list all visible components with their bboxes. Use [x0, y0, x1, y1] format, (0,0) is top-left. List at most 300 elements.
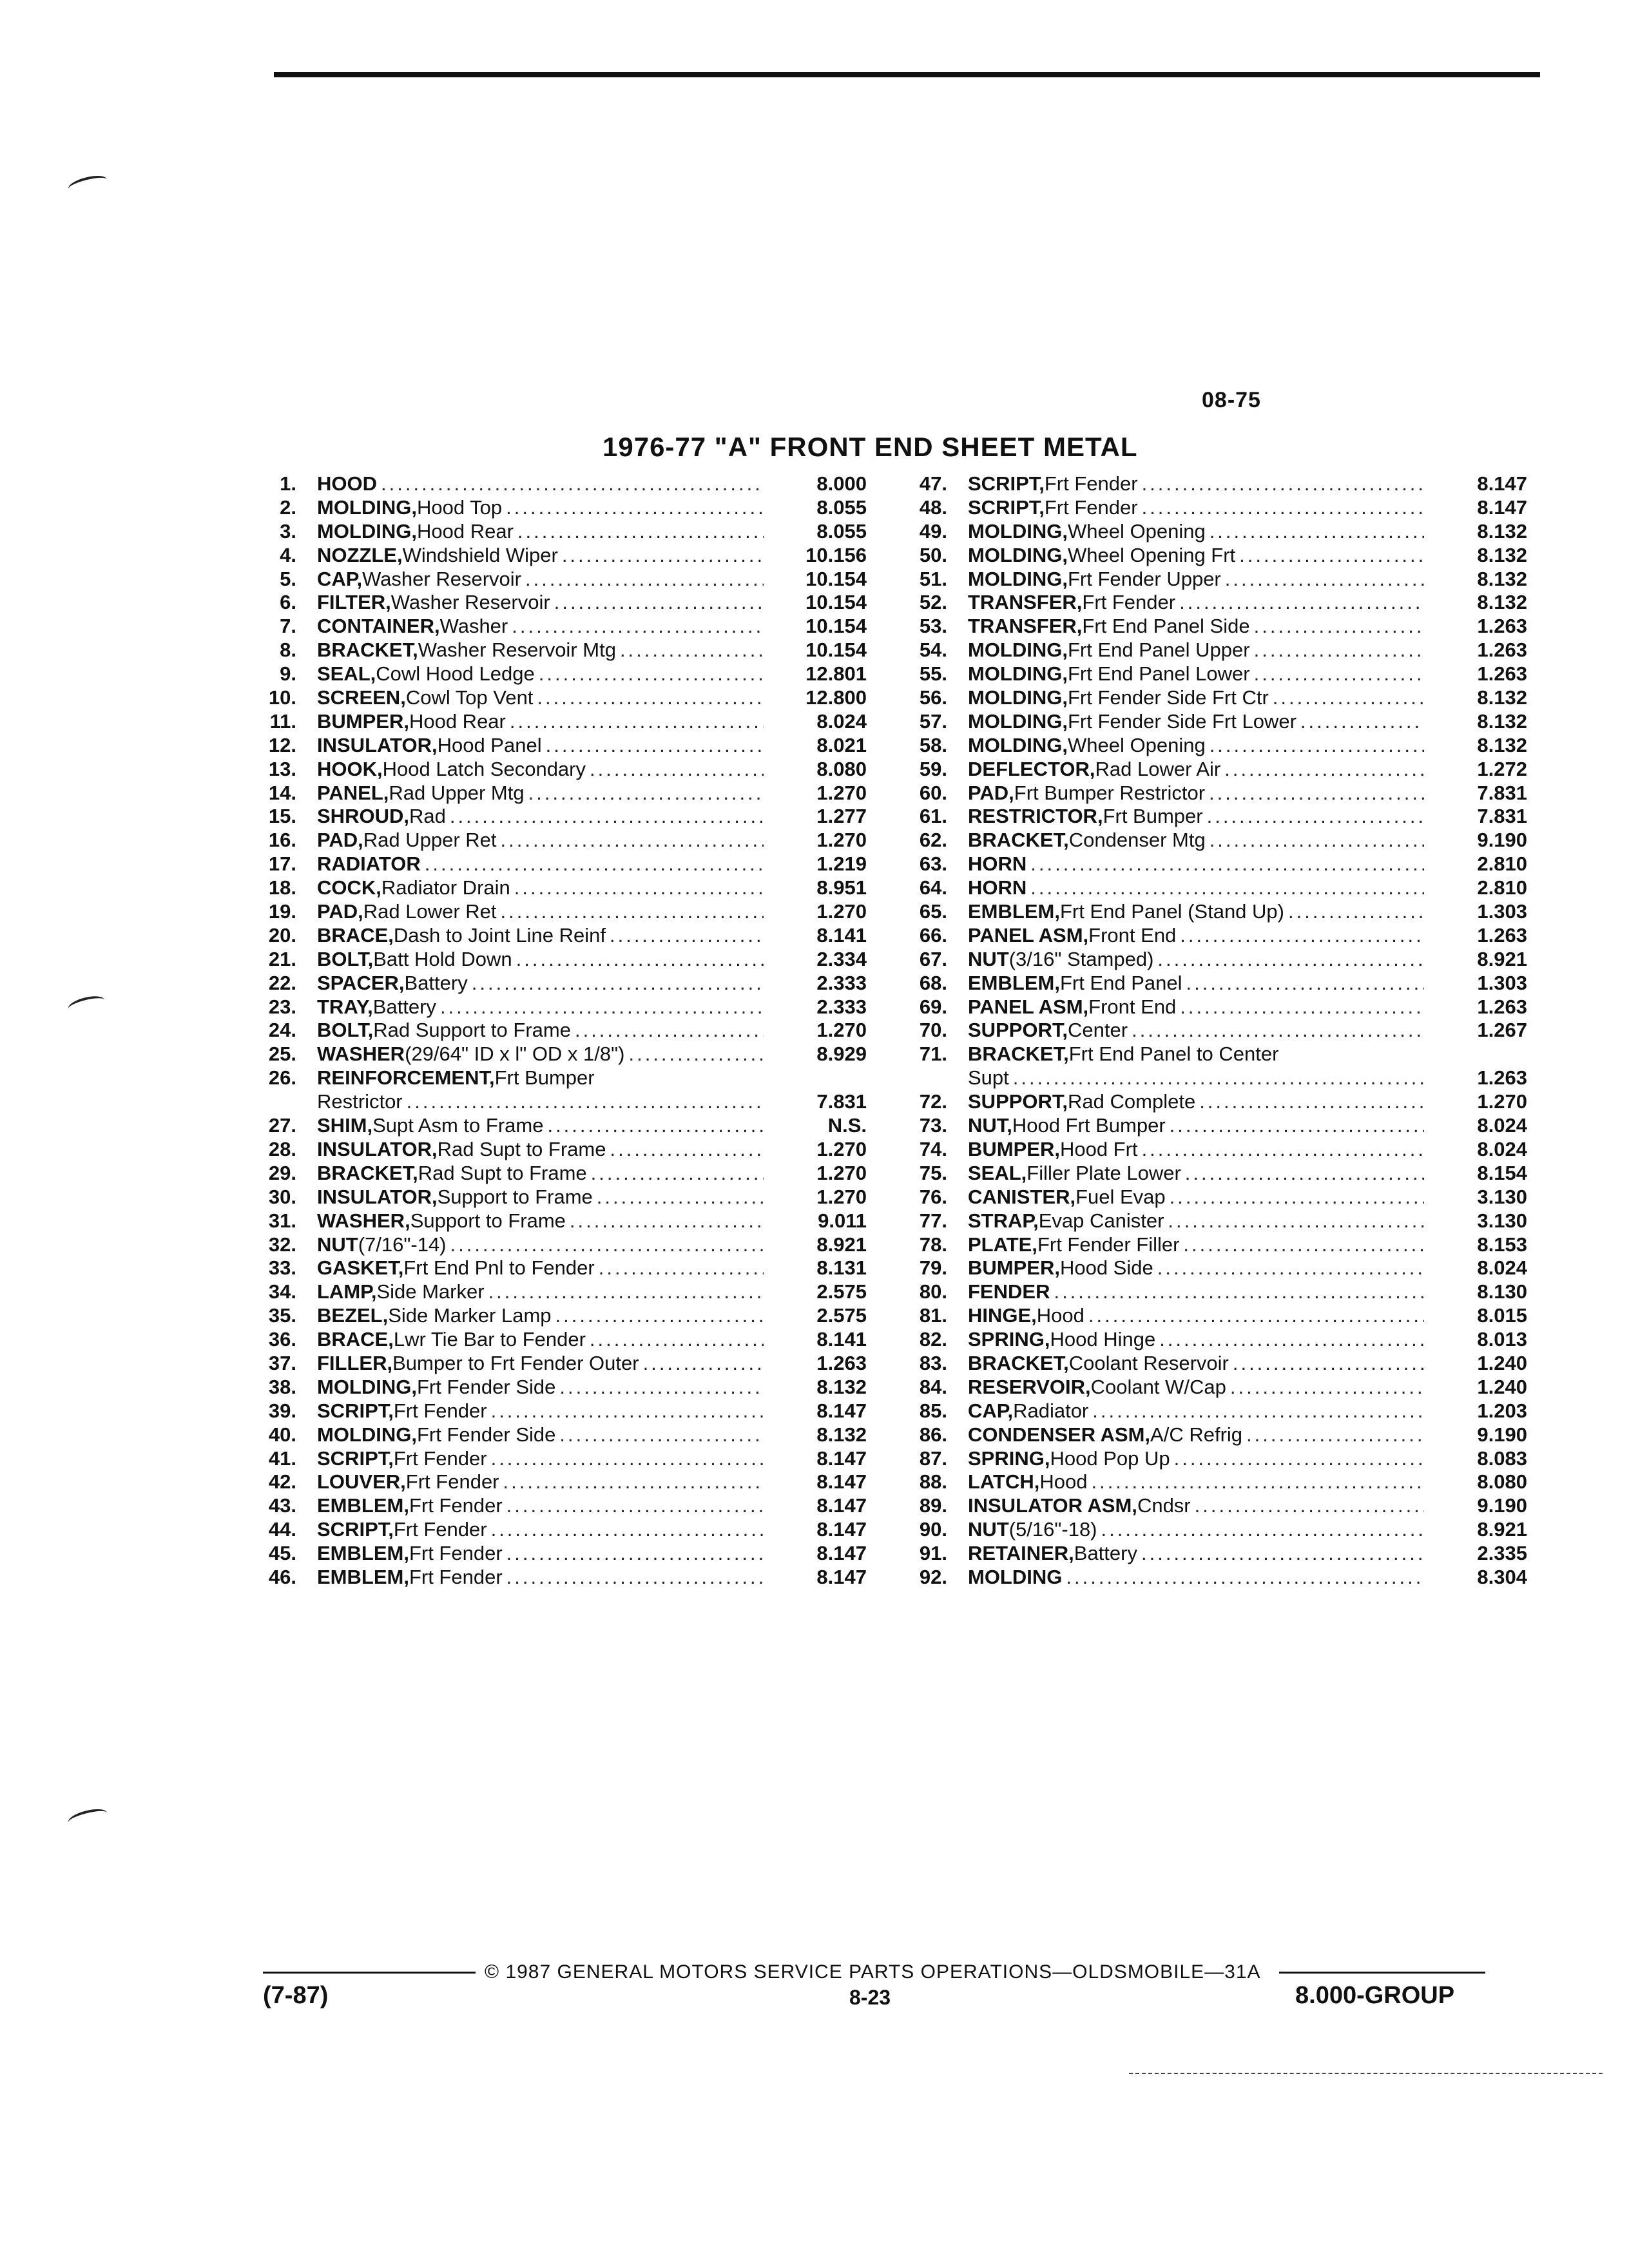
part-row [251, 1019, 867, 1043]
part-number: 60. [919, 781, 947, 804]
part-number: 65. [919, 900, 947, 923]
part-description [968, 1566, 1424, 1590]
leader-dots [508, 615, 764, 639]
leader-dots [503, 1542, 764, 1566]
part-description [317, 472, 764, 496]
leader-dots [421, 852, 764, 876]
part-description [317, 591, 764, 615]
part-name: PANEL, [317, 781, 389, 804]
part-row [251, 568, 867, 591]
part-number: 69. [919, 995, 947, 1018]
group-number: 7.831 [1477, 781, 1527, 804]
part-name: EMBLEM, [317, 1542, 409, 1565]
part-row [251, 995, 867, 1019]
part-row [251, 639, 867, 662]
part-qualifier: Rad Support to Frame [373, 1019, 571, 1042]
part-name: NUT [968, 1518, 1009, 1541]
part-description [317, 1423, 764, 1447]
part-row [251, 1304, 867, 1328]
part-qualifier: Frt Bumper [494, 1066, 595, 1090]
part-description [317, 1542, 764, 1566]
part-row [251, 1328, 867, 1352]
part-number: 5. [280, 567, 296, 590]
group-number: 8.024 [1477, 1137, 1527, 1160]
part-qualifier: Evap Canister [1038, 1209, 1164, 1232]
part-name: SHROUD, [317, 805, 409, 828]
part-name: BUMPER, [968, 1137, 1060, 1160]
part-name: MOLDING, [968, 639, 1068, 662]
part-number: 3. [280, 519, 296, 543]
group-number: 1.272 [1477, 757, 1527, 780]
leader-dots [521, 568, 764, 591]
part-number: 25. [268, 1043, 296, 1066]
part-qualifier: (3/16" Stamped) [1008, 947, 1154, 970]
page-title: 1976-77 "A" FRONT END SHEET METAL [602, 432, 1138, 462]
part-description [968, 948, 1424, 972]
leader-dots [1087, 1470, 1424, 1494]
part-name: FILTER, [317, 591, 391, 614]
part-name: EMBLEM, [317, 1494, 409, 1517]
part-number: 46. [268, 1565, 296, 1588]
part-row [902, 995, 1527, 1019]
part-row [902, 1447, 1527, 1471]
part-number: 85. [919, 1399, 947, 1422]
part-name: MOLDING, [317, 495, 417, 519]
part-description [968, 1542, 1424, 1566]
part-name: MOLDING, [317, 1375, 417, 1398]
group-number: 10.154 [805, 639, 867, 662]
part-qualifier: Frt End Panel to Center [1068, 1043, 1279, 1066]
part-row [251, 1566, 867, 1590]
part-number: 47. [919, 472, 947, 495]
part-row [902, 734, 1527, 758]
part-row [251, 1542, 867, 1566]
part-name: SCRIPT, [968, 495, 1045, 519]
part-description [968, 1019, 1424, 1043]
part-qualifier: Frt Fender [1082, 591, 1176, 614]
group-number: 1.270 [816, 1019, 867, 1042]
leader-dots [1205, 782, 1424, 805]
part-qualifier: Rad Upper Ret [363, 829, 497, 852]
part-description [968, 829, 1424, 852]
part-qualifier: Rad [409, 805, 446, 828]
part-name: NOZZLE, [317, 543, 403, 566]
part-number: 28. [268, 1137, 296, 1160]
part-name: MOLDING, [968, 662, 1068, 686]
part-name: NUT [968, 947, 1009, 970]
part-qualifier: Wheel Opening Frt [1068, 543, 1236, 566]
leader-dots [606, 924, 764, 948]
part-description [968, 782, 1424, 805]
group-number: 8.154 [1477, 1161, 1527, 1184]
part-name: SCRIPT, [317, 1518, 394, 1541]
part-qualifier: Frt Fender Side Frt Ctr [1068, 686, 1269, 709]
leader-dots [587, 1162, 764, 1186]
leader-dots [497, 829, 764, 852]
part-description [317, 1399, 764, 1423]
leader-dots [595, 1256, 764, 1280]
leader-dots [497, 900, 764, 924]
leader-dots [1138, 496, 1424, 520]
group-number: 8.132 [1477, 567, 1527, 590]
part-number: 44. [268, 1518, 296, 1541]
part-number: 66. [919, 923, 947, 947]
leader-dots [1229, 1352, 1424, 1376]
part-description [317, 1518, 764, 1542]
leader-dots [1206, 520, 1424, 544]
group-number: 8.147 [816, 1494, 867, 1517]
part-qualifier: Hood Top [417, 495, 503, 519]
leader-dots [1182, 972, 1424, 995]
description-line [968, 1043, 1424, 1066]
part-description [968, 876, 1424, 900]
part-name: MOLDING, [317, 519, 417, 543]
leader-dots [586, 758, 764, 782]
part-description [317, 568, 764, 591]
part-qualifier: Frt Fender [409, 1542, 503, 1565]
part-description [968, 852, 1424, 876]
part-number: 34. [268, 1280, 296, 1303]
part-name: NUT [317, 1233, 358, 1256]
part-qualifier: Washer Reservoir Mtg [418, 639, 616, 662]
part-row [902, 1209, 1527, 1233]
leader-dots [571, 1019, 764, 1043]
group-number: 10.154 [805, 567, 867, 590]
part-qualifier: Hood Side [1059, 1256, 1153, 1280]
group-number: 1.270 [816, 900, 867, 923]
group-number: 1.263 [1477, 639, 1527, 662]
group-number: 8.132 [1477, 709, 1527, 733]
part-description [968, 1518, 1424, 1542]
part-row [902, 1376, 1527, 1399]
part-row [902, 1256, 1527, 1280]
group-number: 1.240 [1477, 1375, 1527, 1398]
part-row [902, 1423, 1527, 1447]
leader-dots [1097, 1518, 1424, 1542]
group-number: N.S. [827, 1114, 867, 1137]
part-row [902, 568, 1527, 591]
leader-dots [1138, 1138, 1424, 1162]
part-description [968, 1328, 1424, 1352]
part-number: 27. [268, 1114, 296, 1137]
part-name: RETAINER, [968, 1542, 1074, 1565]
leader-dots [514, 520, 764, 544]
part-qualifier: Side Marker Lamp [388, 1304, 552, 1327]
part-name: PANEL ASM, [968, 923, 1089, 947]
group-number: 1.263 [816, 1351, 867, 1374]
part-row [251, 1447, 867, 1471]
part-row [902, 1494, 1527, 1518]
part-qualifier: (7/16"-14) [358, 1233, 447, 1256]
part-description [968, 710, 1424, 734]
leader-dots [1137, 1542, 1424, 1566]
leader-dots [533, 686, 764, 710]
part-description [968, 662, 1424, 686]
group-number: 8.013 [1477, 1328, 1527, 1351]
footer-rule-right [1279, 1972, 1485, 1974]
leader-dots [1191, 1494, 1424, 1518]
part-qualifier: Hood Frt Bumper [1012, 1114, 1166, 1137]
part-number: 68. [919, 971, 947, 994]
part-description [317, 852, 764, 876]
group-number: 2.333 [816, 995, 867, 1018]
footer-page-number: 8-23 [849, 1986, 891, 2009]
group-number: 2.575 [816, 1280, 867, 1303]
part-description [968, 1352, 1424, 1376]
part-row [902, 1328, 1527, 1352]
part-description [968, 1423, 1424, 1447]
part-description [968, 686, 1424, 710]
group-number: 8.131 [816, 1256, 867, 1280]
part-qualifier: Rad Lower Ret [363, 900, 497, 923]
leader-dots [1153, 1256, 1424, 1280]
part-description [317, 520, 764, 544]
part-description [968, 924, 1424, 948]
part-qualifier: Hood Latch Secondary [382, 757, 586, 780]
part-description [317, 758, 764, 782]
leader-dots [1179, 1233, 1424, 1257]
leader-dots [1181, 1162, 1424, 1186]
part-row [251, 924, 867, 948]
part-row [902, 662, 1527, 686]
part-description [317, 1447, 764, 1471]
part-description [968, 1376, 1424, 1399]
group-number: 9.190 [1477, 1494, 1527, 1517]
leader-dots [487, 1447, 764, 1471]
group-number: 8.147 [1477, 495, 1527, 519]
part-row [902, 900, 1527, 924]
part-row [251, 1233, 867, 1257]
part-number: 30. [268, 1185, 296, 1208]
part-number: 38. [268, 1375, 296, 1398]
part-name: INSULATOR, [317, 1185, 438, 1208]
leader-dots [502, 496, 764, 520]
part-number: 35. [268, 1304, 296, 1327]
leader-dots [377, 472, 764, 496]
part-description [317, 1043, 764, 1066]
part-number: 90. [919, 1518, 947, 1541]
part-qualifier: Washer [439, 615, 508, 638]
leader-dots [616, 639, 764, 662]
part-name: HORN [968, 852, 1027, 876]
part-name: MOLDING, [968, 733, 1068, 756]
leader-dots [1170, 1447, 1424, 1471]
leader-dots [1088, 1399, 1424, 1423]
leader-dots [503, 1494, 764, 1518]
part-qualifier: Frt End Panel [1059, 971, 1182, 994]
part-row [902, 1352, 1527, 1376]
part-qualifier: Frt End Pnl to Fender [403, 1256, 595, 1280]
part-description [317, 900, 764, 924]
part-row [251, 1138, 867, 1162]
part-row [902, 639, 1527, 662]
part-number: 23. [268, 995, 296, 1018]
group-number: 8.921 [1477, 1518, 1527, 1541]
group-number: 1.270 [816, 1185, 867, 1208]
description-line [968, 1066, 1424, 1090]
part-name: PAD, [317, 900, 363, 923]
part-description [317, 662, 764, 686]
group-number: 8.147 [1477, 472, 1527, 495]
part-row [902, 686, 1527, 710]
part-name: FILLER, [317, 1351, 393, 1374]
part-description [968, 734, 1424, 758]
part-qualifier: Front End [1088, 923, 1177, 947]
part-qualifier: Frt Fender [393, 1446, 487, 1470]
part-row [251, 662, 867, 686]
scan-mark [66, 1806, 108, 1829]
part-number: 40. [268, 1423, 296, 1446]
part-name: MOLDING, [968, 519, 1068, 543]
group-number: 8.080 [1477, 1470, 1527, 1494]
part-row [251, 1256, 867, 1280]
part-number: 2. [280, 495, 296, 519]
part-qualifier: Hood [1036, 1304, 1084, 1327]
part-number: 86. [919, 1423, 947, 1446]
part-number: 17. [268, 852, 296, 876]
leader-dots [468, 972, 764, 995]
part-qualifier: Frt Fender [409, 1494, 503, 1517]
group-number: 2.810 [1477, 852, 1527, 876]
part-description [317, 1328, 764, 1352]
part-row [902, 829, 1527, 852]
part-number: 82. [919, 1328, 947, 1351]
part-name: CAP, [968, 1399, 1014, 1422]
group-number: 8.132 [1477, 543, 1527, 566]
leader-dots [1250, 615, 1424, 639]
part-qualifier: Lwr Tie Bar to Fender [393, 1328, 586, 1351]
leader-dots [1027, 852, 1424, 876]
part-row [902, 591, 1527, 615]
leader-dots [1235, 544, 1424, 568]
leader-dots [1250, 662, 1424, 686]
group-number: 8.015 [1477, 1304, 1527, 1327]
leader-dots [447, 1233, 764, 1257]
part-description [968, 1447, 1424, 1471]
part-description [317, 829, 764, 852]
part-row [251, 520, 867, 544]
footer-rule-left [263, 1972, 476, 1974]
part-name: SUPPORT, [968, 1019, 1068, 1042]
group-number: 8.132 [816, 1423, 867, 1446]
part-row [251, 1280, 867, 1304]
part-row [902, 1090, 1527, 1114]
part-row [902, 1304, 1527, 1328]
leader-dots [1269, 686, 1424, 710]
part-description [968, 1280, 1424, 1304]
leader-dots [535, 662, 764, 686]
part-name: RADIATOR [317, 852, 421, 876]
part-qualifier: Front End [1088, 995, 1177, 1018]
part-number: 9. [280, 662, 296, 686]
leader-dots [639, 1352, 764, 1376]
part-row [902, 876, 1527, 900]
part-row [251, 805, 867, 829]
leader-dots [1050, 1280, 1424, 1304]
group-number: 8.055 [816, 519, 867, 543]
part-row [251, 1470, 867, 1494]
group-number: 8.147 [816, 1446, 867, 1470]
part-qualifier: Side Marker [376, 1280, 485, 1303]
part-description [968, 758, 1424, 782]
part-description [317, 1138, 764, 1162]
part-name: EMBLEM, [317, 1565, 409, 1588]
part-row [902, 710, 1527, 734]
part-qualifier: Frt Fender Upper [1068, 567, 1221, 590]
group-number: 8.147 [816, 1399, 867, 1422]
part-number: 80. [919, 1280, 947, 1303]
leader-dots [499, 1470, 764, 1494]
part-number: 41. [268, 1446, 296, 1470]
part-name: RESTRICTOR, [968, 805, 1103, 828]
leader-dots [487, 1399, 764, 1423]
part-row [902, 1542, 1527, 1566]
part-name: WASHER, [317, 1209, 410, 1232]
part-description [968, 1138, 1424, 1162]
part-name: LAMP, [317, 1280, 377, 1303]
part-number: 79. [919, 1256, 947, 1280]
part-row [902, 615, 1527, 639]
leader-dots [446, 805, 764, 829]
part-description [968, 591, 1424, 615]
part-qualifier: Battery [1074, 1542, 1137, 1565]
parts-list-right [902, 472, 1527, 1590]
part-name: SCREEN, [317, 686, 406, 709]
part-row [251, 710, 867, 734]
part-number: 75. [919, 1161, 947, 1184]
part-name: MOLDING, [968, 543, 1068, 566]
group-number: 8.304 [1477, 1565, 1527, 1588]
part-name: HOOD [317, 472, 377, 495]
part-description [968, 805, 1424, 829]
part-row [251, 1518, 867, 1542]
part-description [317, 924, 764, 948]
description-line [317, 1066, 764, 1090]
description-line [317, 1090, 764, 1114]
part-number: 57. [919, 709, 947, 733]
group-number: 1.270 [816, 829, 867, 852]
group-number: 1.263 [1477, 923, 1527, 947]
part-row [902, 1566, 1527, 1590]
group-number: 1.270 [816, 1137, 867, 1160]
part-number: 58. [919, 733, 947, 756]
part-name: SHIM, [317, 1114, 373, 1137]
group-number: 8.021 [816, 733, 867, 756]
part-name: BRACKET, [968, 1351, 1069, 1374]
part-qualifier: Frt End Panel (Stand Up) [1059, 900, 1284, 923]
part-row [902, 520, 1527, 544]
part-row [902, 1019, 1527, 1043]
part-qualifier: Rad Supt to Frame [437, 1137, 606, 1160]
leader-dots [1195, 1090, 1424, 1114]
group-number: 8.921 [816, 1233, 867, 1256]
part-description [317, 710, 764, 734]
part-row [251, 1043, 867, 1066]
part-qualifier: Filler Plate Lower [1027, 1161, 1181, 1184]
part-name: MOLDING, [317, 1423, 417, 1446]
leader-dots [1296, 710, 1424, 734]
part-name: SCRIPT, [968, 472, 1045, 495]
part-number: 56. [919, 686, 947, 709]
part-description [968, 496, 1424, 520]
part-name: MOLDING, [968, 709, 1068, 733]
part-qualifier: Frt Bumper [1103, 805, 1203, 828]
group-number: 8.132 [1477, 686, 1527, 709]
footer-copyright: © 1987 GENERAL MOTORS SERVICE PARTS OPERATIONS—OLDSMOBILE—31A [485, 1961, 1261, 1983]
part-number: 10. [268, 686, 296, 709]
part-qualifier: Frt End Panel Upper [1068, 639, 1250, 662]
leader-dots [403, 1090, 764, 1114]
